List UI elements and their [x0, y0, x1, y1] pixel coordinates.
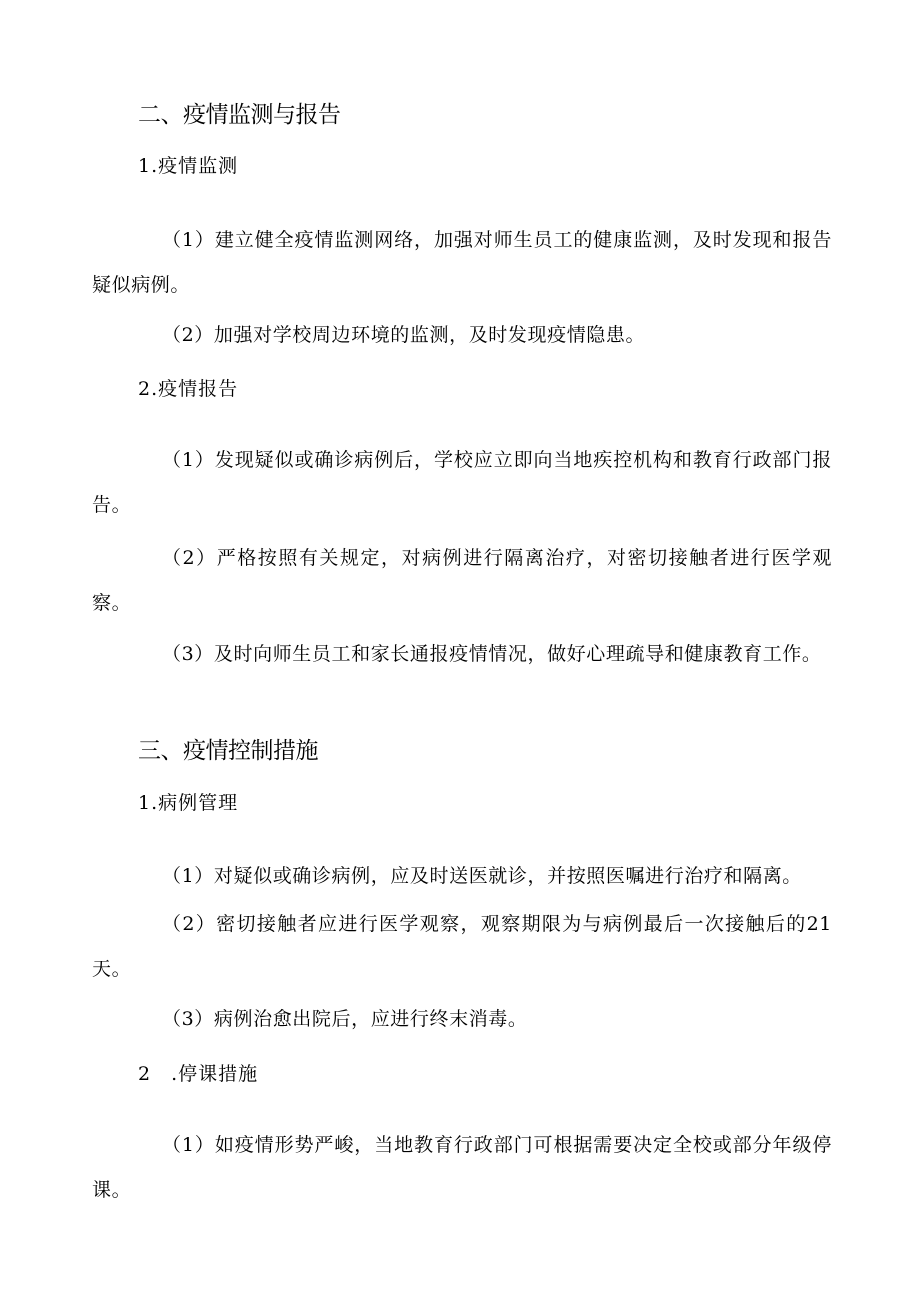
section-3-1-heading: 1.病例管理 — [138, 792, 239, 814]
paragraph-3-1-3: （3）病例治愈出院后，应进行终末消毒。 — [162, 1008, 528, 1030]
paragraph-2-2-2: （2）严格按照有关规定，对病例进行隔离治疗，对密切接触者进行医学观察。 — [92, 547, 832, 614]
paragraph-2-2-3: （3）及时向师生员工和家长通报疫情情况，做好心理疏导和健康教育工作。 — [162, 643, 822, 665]
paragraph-3-1-1: （1）对疑似或确诊病例，应及时送医就诊，并按照医嘱进行治疗和隔离。 — [162, 865, 802, 887]
section-2-1-heading: 1.疫情监测 — [138, 155, 239, 177]
section-2-2-heading: 2.疫情报告 — [138, 378, 239, 400]
paragraph-2-1-1: （1）建立健全疫情监测网络，加强对师生员工的健康监测，及时发现和报告疑似病例。 — [92, 229, 832, 296]
paragraph-2-2-1: （1）发现疑似或确诊病例后，学校应立即向当地疾控机构和教育行政部门报告。 — [92, 449, 832, 516]
section-3-heading: 三、疫情控制措施 — [138, 738, 318, 764]
section-3-2-heading: 2 .停课措施 — [138, 1063, 259, 1085]
paragraph-2-1-2: （2）加强对学校周边环境的监测，及时发现疫情隐患。 — [162, 324, 646, 346]
section-2-heading: 二、疫情监测与报告 — [138, 102, 341, 128]
paragraph-3-2-1: （1）如疫情形势严峻，当地教育行政部门可根据需要决定全校或部分年级停课。 — [92, 1134, 832, 1201]
paragraph-3-1-2: （2）密切接触者应进行医学观察，观察期限为与病例最后一次接触后的21天。 — [92, 913, 832, 980]
